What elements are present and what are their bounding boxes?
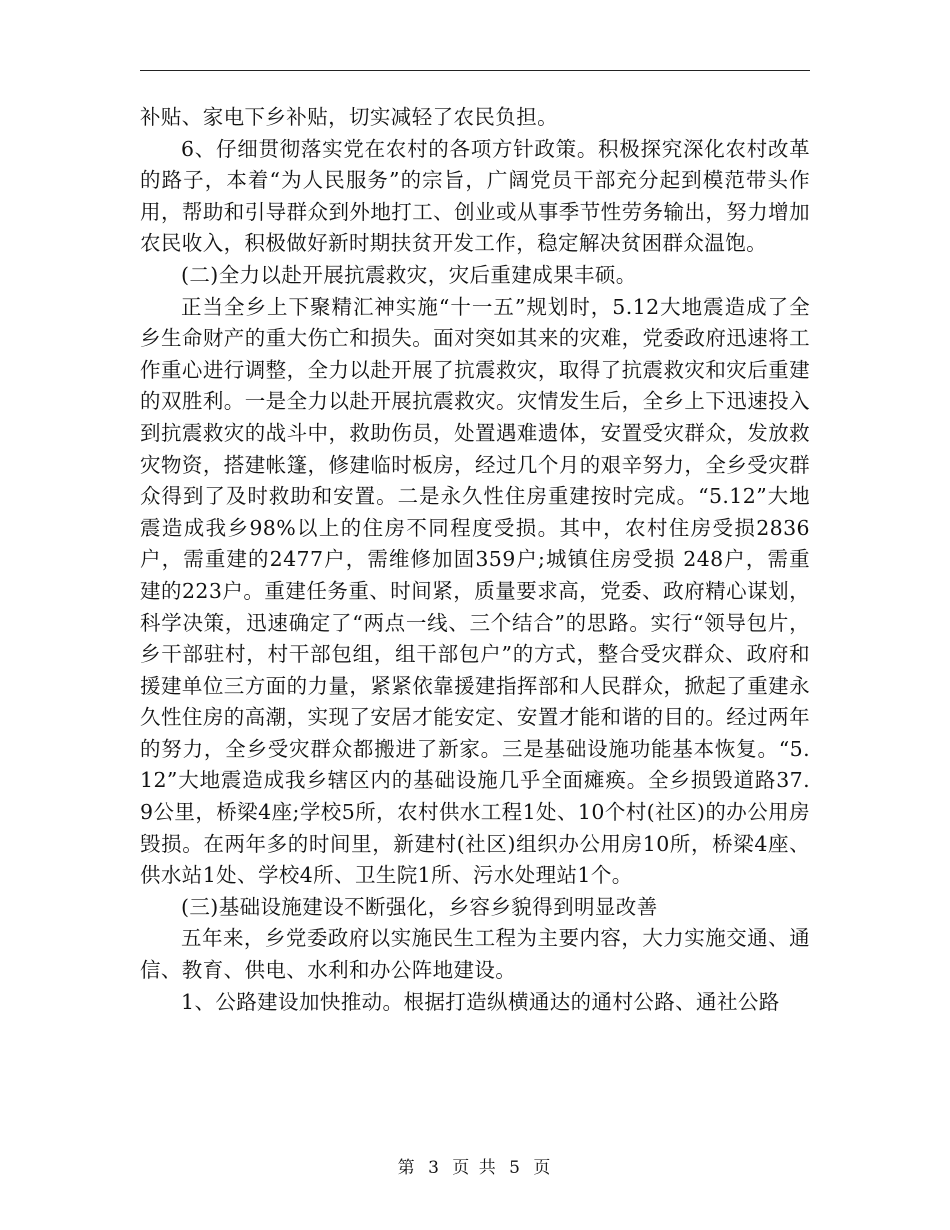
- paragraph-2: 6、仔细贯彻落实党在农村的各项方针政策。积极探究深化农村改革的路子，本着“为人民服务”的宗旨，广阔党员干部充分起到模范带头作用，帮助和引导群众到外地打工、创业或从事季节性劳务输出，努力增加农民收入，积极做好新时期扶贫开发工作，稳定解决贫困群众温饱。: [140, 136, 810, 256]
- paragraph-4: 五年来，乡党委政府以实施民生工程为主要内容，大力实施交通、通信、教育、供电、水利和办公阵地建设。: [140, 926, 810, 983]
- footer-prefix: 第: [397, 1158, 417, 1178]
- footer-total-pages: 5: [509, 1158, 522, 1178]
- page-footer: [0, 1153, 950, 1178]
- header-rule: [140, 70, 810, 71]
- footer-suffix: 页: [533, 1158, 553, 1178]
- section-heading-2: (二)全力以赴开展抗震救灾，灾后重建成果丰硕。: [181, 262, 637, 287]
- paragraph-3: 正当全乡上下聚精汇神实施“十一五”规划时，5.12大地震造成了全乡生命财产的重大伤亡和损失。面对突如其来的灾难，党委政府迅速将工作重心进行调整，全力以赴开展了抗震救灾，取得了抗震救灾和灾后重建的双胜利。一是全力以赴开展抗震救灾。灾情发生后，全乡上下迅速投入到抗震救灾的战斗中，救助伤员，处置遇难遗体，安置受灾群众，发放救灾物资，搭建帐篷，修建临时板房，经过几个月的艰辛努力，全乡受灾群众得到了及时救助和安置。二是永久性住房重建按时完成。“5.12”大地震造成我乡98%以上的住房不同程度受损。其中，农村住房受损2836户，需重建的2477户，需维修加固359户;城镇住房受损 248户，需重建的223户。重建任务重、时间紧，质量要求高，党委、政府精心谋划，科学决策，迅速确定了“两点一线、三个结合”的思路。实行“领导包片，乡干部驻村，村干部包组，组干部包户”的方式，整合受灾群众、政府和援建单位三方面的力量，紧紧依靠援建指挥部和人民群众，掀起了重建永久性住房的高潮，实现了安居才能安定、安置才能和谐的目的。经过两年的努力，全乡受灾群众都搬进了新家。三是基础设施功能基本恢复。“5.12”大地震造成我乡辖区内的基础设施几乎全面瘫痪。全乡损毁道路37.9公里，桥梁4座;学校5所，农村供水工程1处、10个村(社区)的办公用房毁损。在两年多的时间里，新建村(社区)组织办公用房10所，桥梁4座、供水站1处、学校4所、卫生院1所、污水处理站1个。: [140, 294, 810, 888]
- document-body: [140, 102, 810, 1018]
- footer-middle: 页 共: [452, 1158, 498, 1178]
- section-heading-3: (三)基础设施建设不断强化，乡容乡貌得到明显改善: [181, 894, 658, 919]
- paragraph-5: 1、公路建设加快推动。根据打造纵横通达的通村公路、通社公路: [181, 989, 780, 1014]
- paragraph-1: 补贴、家电下乡补贴，切实减轻了农民负担。: [140, 105, 558, 129]
- footer-current-page: 3: [428, 1158, 441, 1178]
